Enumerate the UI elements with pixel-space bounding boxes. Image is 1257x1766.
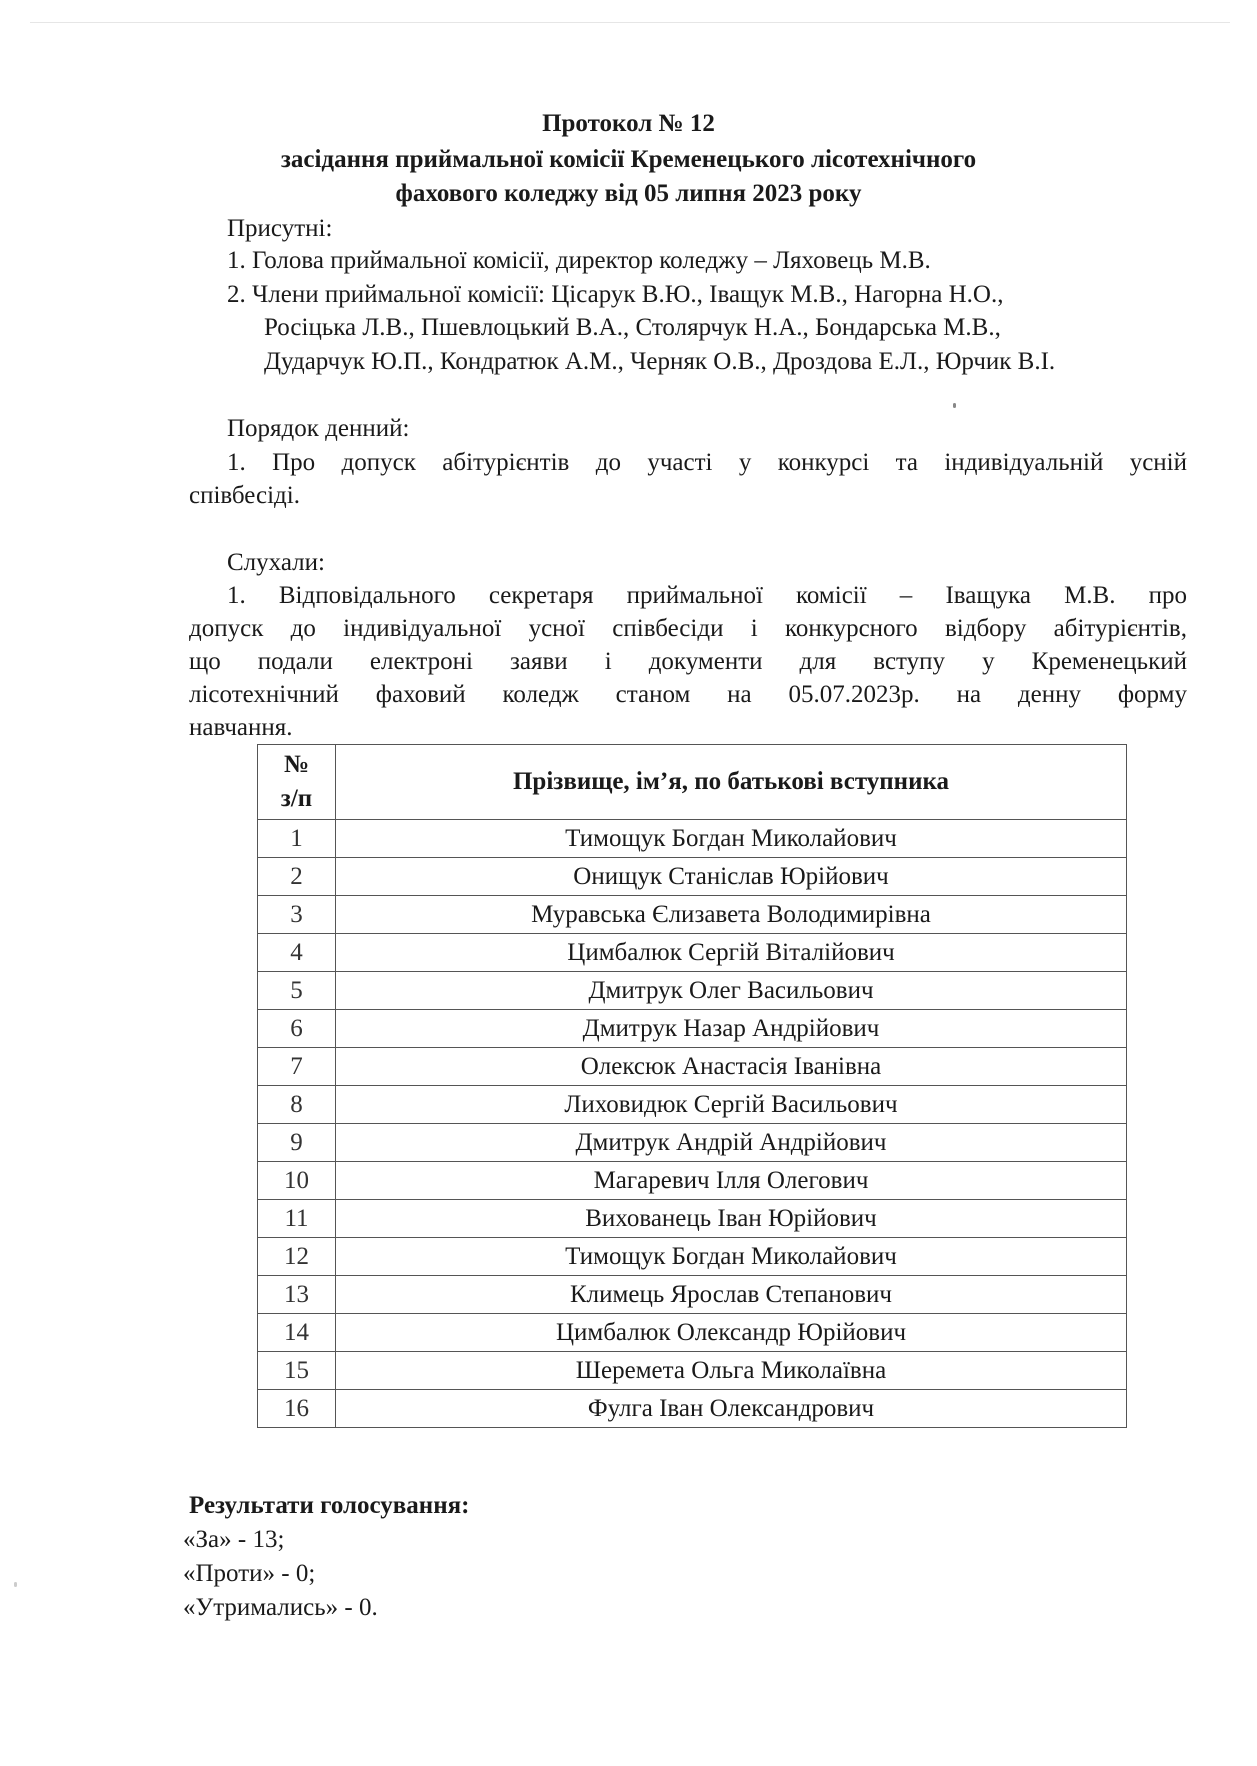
agenda-label: Порядок денний:: [227, 415, 410, 442]
agenda-item-1-line2: співбесіді.: [189, 482, 300, 509]
protocol-title: Протокол № 12: [542, 110, 715, 137]
present-label: Присутні:: [227, 215, 333, 242]
table-row: [258, 972, 1127, 1010]
row-number: 11: [258, 1200, 336, 1238]
heard-label: Слухали:: [227, 549, 325, 576]
header-name: Прізвище, ім’я, по батькові вступника: [336, 745, 1127, 820]
applicant-name: Дмитрук Андрій Андрійович: [336, 1124, 1127, 1162]
row-number: 8: [258, 1086, 336, 1124]
row-number: 7: [258, 1048, 336, 1086]
row-number: 14: [258, 1314, 336, 1352]
protocol-subtitle-line1: засідання приймальної комісії Кременецького лісотехнічного: [280, 146, 977, 173]
row-number: 16: [258, 1390, 336, 1428]
applicant-name: Олексюк Анастасія Іванівна: [336, 1048, 1127, 1086]
heard-line2: допуск до індивідуальної усної співбесіди і конкурсного відбору абітурієнтів,: [189, 615, 1187, 642]
present-item-1: 1. Голова приймальної комісії, директор коледжу – Ляховець М.В.: [227, 247, 931, 274]
applicant-name: Муравська Єлизавета Володимирівна: [336, 896, 1127, 934]
applicant-name: Тимощук Богдан Миколайович: [336, 1238, 1127, 1276]
row-number: 9: [258, 1124, 336, 1162]
applicant-name: Цимбалюк Сергій Віталійович: [336, 934, 1127, 972]
applicant-name: Лиховидюк Сергій Васильович: [336, 1086, 1127, 1124]
scan-speck: [953, 403, 956, 408]
row-number: 5: [258, 972, 336, 1010]
heard-line3: що подали електроні заяви і документи для вступу у Кременецький: [189, 648, 1187, 675]
table-row: [258, 1314, 1127, 1352]
table-row: [258, 820, 1127, 858]
table-row: [258, 1276, 1127, 1314]
table-row: [258, 1124, 1127, 1162]
header-number-abbrev: з/п: [280, 785, 313, 812]
agenda-item-1-line1: 1. Про допуск абітурієнтів до участі у конкурсі та індивідуальній усній: [227, 449, 1187, 476]
table-row: [258, 896, 1127, 934]
applicant-name: Шеремета Ольга Миколаївна: [336, 1352, 1127, 1390]
table-row: [258, 934, 1127, 972]
row-number: 10: [258, 1162, 336, 1200]
row-number: 15: [258, 1352, 336, 1390]
heard-line4: лісотехнічний фаховий коледж станом на 05.07.2023р. на денну форму: [189, 681, 1187, 708]
applicant-name: Климець Ярослав Степанович: [336, 1276, 1127, 1314]
table-row: [258, 1200, 1127, 1238]
scan-speck: [14, 1582, 17, 1587]
row-number: 3: [258, 896, 336, 934]
applicant-name: Тимощук Богдан Миколайович: [336, 820, 1127, 858]
table-row: [258, 1010, 1127, 1048]
table-header-row: [258, 745, 1127, 820]
table-row: [258, 1390, 1127, 1428]
header-number-symbol: №: [283, 751, 310, 778]
applicant-name: Онищук Станіслав Юрійович: [336, 858, 1127, 896]
applicant-name: Дмитрук Назар Андрійович: [336, 1010, 1127, 1048]
present-item-2-line3: Дударчук Ю.П., Кондратюк А.М., Черняк О.В., Дроздова Е.Л., Юрчик В.І.: [264, 348, 1056, 375]
applicant-name: Цимбалюк Олександр Юрійович: [336, 1314, 1127, 1352]
heard-line5: навчання.: [189, 714, 293, 741]
table-row: [258, 1238, 1127, 1276]
table-row: [258, 1352, 1127, 1390]
applicant-name: Магаревич Ілля Олегович: [336, 1162, 1127, 1200]
table-row: [258, 858, 1127, 896]
applicant-name: Фулга Іван Олександрович: [336, 1390, 1127, 1428]
vote-abstained: «Утримались» - 0.: [183, 1594, 378, 1621]
heard-line1: 1. Відповідального секретаря приймальної комісії – Іващука М.В. про: [227, 582, 1187, 609]
applicant-name: Вихованець Іван Юрійович: [336, 1200, 1127, 1238]
table-row: [258, 1162, 1127, 1200]
row-number: 1: [258, 820, 336, 858]
row-number: 2: [258, 858, 336, 896]
applicant-name: Дмитрук Олег Васильович: [336, 972, 1127, 1010]
protocol-subtitle-line2: фахового коледжу від 05 липня 2023 року: [395, 180, 862, 207]
row-number: 4: [258, 934, 336, 972]
scan-edge-line: [30, 22, 1230, 23]
table-row: [258, 1086, 1127, 1124]
present-item-2-line2: Росіцька Л.В., Пшевлоцький В.А., Столярчук Н.А., Бондарська М.В.,: [264, 314, 1001, 341]
vote-against: «Проти» - 0;: [183, 1560, 316, 1587]
table-row: [258, 1048, 1127, 1086]
votes-title: Результати голосування:: [189, 1492, 470, 1519]
table-body: [258, 820, 1127, 1428]
header-number: [258, 745, 336, 820]
row-number: 13: [258, 1276, 336, 1314]
applicants-table: [257, 744, 1127, 1428]
vote-for: «За» - 13;: [183, 1526, 285, 1553]
present-item-2-line1: 2. Члени приймальної комісії: Цісарук В.Ю., Іващук М.В., Нагорна Н.О.,: [227, 281, 1004, 308]
row-number: 12: [258, 1238, 336, 1276]
row-number: 6: [258, 1010, 336, 1048]
